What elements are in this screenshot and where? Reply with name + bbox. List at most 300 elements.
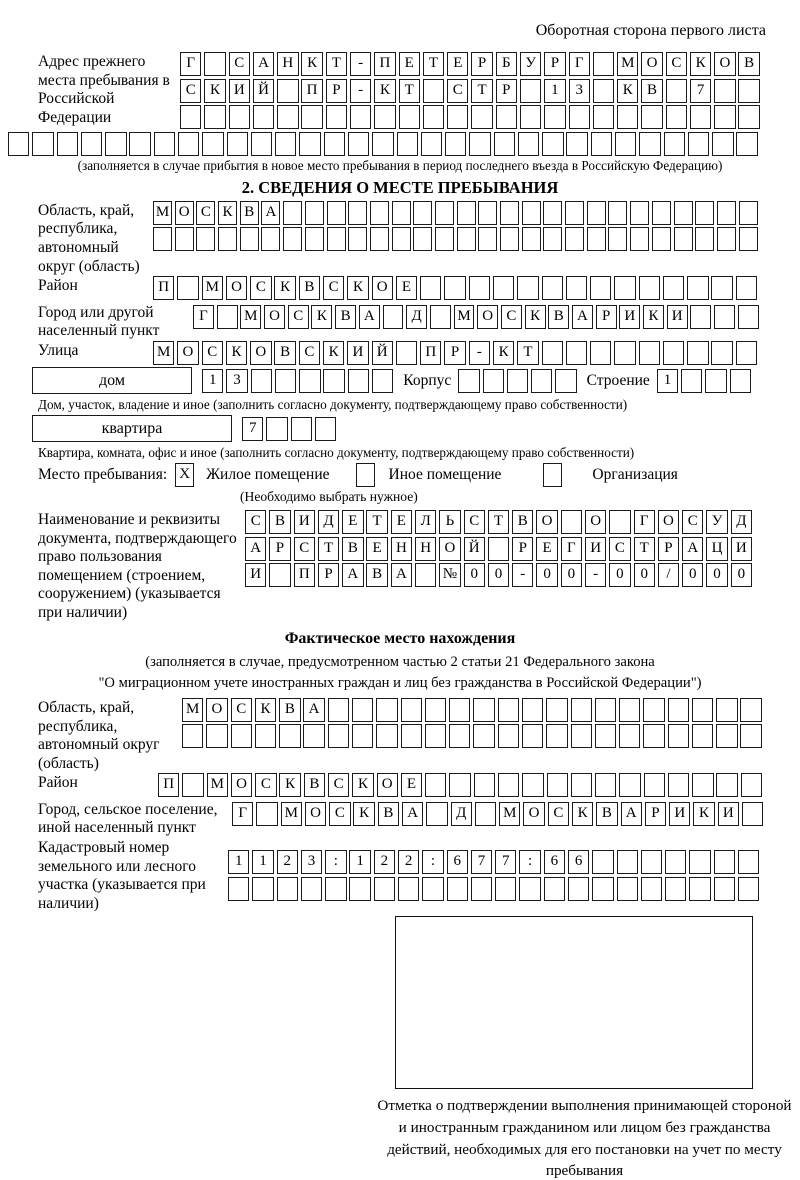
char-cell[interactable]: К xyxy=(279,773,300,797)
char-cell[interactable]: А xyxy=(245,537,266,561)
char-cell[interactable] xyxy=(423,79,444,103)
char-cell[interactable] xyxy=(641,850,662,874)
region-row-2[interactable] xyxy=(153,227,768,251)
char-cell[interactable] xyxy=(592,850,613,874)
char-cell[interactable]: О xyxy=(226,276,247,300)
char-cell[interactable] xyxy=(488,537,509,561)
char-cell[interactable] xyxy=(206,724,227,748)
char-cell[interactable]: В xyxy=(512,510,533,534)
char-cell[interactable] xyxy=(695,201,714,225)
char-cell[interactable]: : xyxy=(325,850,346,874)
char-cell[interactable]: К xyxy=(255,698,276,722)
document-row-2[interactable] xyxy=(245,537,768,561)
char-cell[interactable] xyxy=(592,877,613,901)
char-cell[interactable] xyxy=(228,877,249,901)
char-cell[interactable]: О xyxy=(523,802,544,826)
char-cell[interactable] xyxy=(227,132,248,156)
char-cell[interactable]: Р xyxy=(471,52,492,76)
char-cell[interactable]: Т xyxy=(488,510,509,534)
char-cell[interactable] xyxy=(493,276,514,300)
char-cell[interactable]: К xyxy=(218,201,237,225)
char-cell[interactable] xyxy=(305,227,324,251)
char-cell[interactable] xyxy=(520,105,541,129)
char-cell[interactable] xyxy=(681,369,702,393)
char-cell[interactable] xyxy=(469,132,490,156)
char-cell[interactable] xyxy=(668,773,689,797)
char-cell[interactable] xyxy=(668,698,689,722)
char-cell[interactable] xyxy=(742,802,763,826)
char-cell[interactable] xyxy=(425,773,446,797)
char-cell[interactable] xyxy=(57,132,78,156)
char-cell[interactable]: Ц xyxy=(706,537,727,561)
char-cell[interactable]: А xyxy=(391,563,412,587)
char-cell[interactable] xyxy=(498,773,519,797)
char-cell[interactable] xyxy=(643,724,664,748)
char-cell[interactable]: В xyxy=(378,802,399,826)
char-cell[interactable]: А xyxy=(402,802,423,826)
char-cell[interactable]: С xyxy=(666,52,687,76)
char-cell[interactable] xyxy=(716,698,737,722)
char-cell[interactable]: Е xyxy=(342,510,363,534)
char-cell[interactable]: Е xyxy=(447,52,468,76)
char-cell[interactable] xyxy=(689,877,710,901)
char-cell[interactable] xyxy=(695,227,714,251)
document-row-3[interactable] xyxy=(245,563,768,587)
char-cell[interactable]: 0 xyxy=(609,563,630,587)
char-cell[interactable] xyxy=(383,305,404,329)
street-row[interactable] xyxy=(153,341,768,365)
char-cell[interactable] xyxy=(374,105,395,129)
char-cell[interactable] xyxy=(425,698,446,722)
char-cell[interactable] xyxy=(471,877,492,901)
char-cell[interactable] xyxy=(413,201,432,225)
char-cell[interactable] xyxy=(415,563,436,587)
char-cell[interactable] xyxy=(182,773,203,797)
char-cell[interactable]: И xyxy=(619,305,640,329)
char-cell[interactable] xyxy=(154,132,175,156)
char-cell[interactable] xyxy=(269,563,290,587)
char-cell[interactable] xyxy=(129,132,150,156)
char-cell[interactable]: И xyxy=(229,79,250,103)
char-cell[interactable] xyxy=(327,227,346,251)
char-cell[interactable] xyxy=(663,276,684,300)
char-cell[interactable] xyxy=(692,724,713,748)
char-cell[interactable]: С xyxy=(245,510,266,534)
char-cell[interactable] xyxy=(587,201,606,225)
char-cell[interactable]: К xyxy=(374,79,395,103)
char-cell[interactable] xyxy=(714,305,735,329)
char-cell[interactable] xyxy=(240,227,259,251)
char-cell[interactable] xyxy=(544,877,565,901)
char-cell[interactable]: 2 xyxy=(374,850,395,874)
char-cell[interactable]: С xyxy=(299,341,320,365)
char-cell[interactable]: Т xyxy=(399,79,420,103)
char-cell[interactable] xyxy=(736,341,757,365)
actual-city-row[interactable] xyxy=(232,802,768,826)
char-cell[interactable]: Н xyxy=(391,537,412,561)
char-cell[interactable] xyxy=(674,227,693,251)
char-cell[interactable] xyxy=(457,227,476,251)
char-cell[interactable]: С xyxy=(231,698,252,722)
char-cell[interactable] xyxy=(738,850,759,874)
checkbox-other-premises[interactable] xyxy=(356,463,375,487)
actual-district-row[interactable] xyxy=(158,773,768,797)
char-cell[interactable] xyxy=(507,369,528,393)
char-cell[interactable] xyxy=(738,877,759,901)
house-type-box[interactable]: дом xyxy=(32,367,192,394)
char-cell[interactable] xyxy=(664,132,685,156)
char-cell[interactable] xyxy=(666,105,687,129)
char-cell[interactable] xyxy=(218,227,237,251)
char-cell[interactable]: 1 xyxy=(657,369,678,393)
char-cell[interactable]: О xyxy=(585,510,606,534)
char-cell[interactable] xyxy=(716,724,737,748)
char-cell[interactable]: И xyxy=(731,537,752,561)
char-cell[interactable] xyxy=(619,698,640,722)
char-cell[interactable]: Р xyxy=(512,537,533,561)
char-cell[interactable] xyxy=(714,877,735,901)
char-cell[interactable]: М xyxy=(153,341,174,365)
char-cell[interactable]: А xyxy=(621,802,642,826)
char-cell[interactable] xyxy=(665,850,686,874)
char-cell[interactable]: Н xyxy=(415,537,436,561)
char-cell[interactable] xyxy=(303,724,324,748)
char-cell[interactable] xyxy=(730,369,751,393)
char-cell[interactable] xyxy=(444,276,465,300)
char-cell[interactable]: 6 xyxy=(447,850,468,874)
char-cell[interactable]: Т xyxy=(366,510,387,534)
char-cell[interactable] xyxy=(392,227,411,251)
char-cell[interactable] xyxy=(566,341,587,365)
char-cell[interactable]: Г xyxy=(232,802,253,826)
char-cell[interactable] xyxy=(352,724,373,748)
char-cell[interactable]: К xyxy=(311,305,332,329)
char-cell[interactable]: - xyxy=(585,563,606,587)
char-cell[interactable] xyxy=(175,227,194,251)
char-cell[interactable] xyxy=(305,201,324,225)
char-cell[interactable] xyxy=(420,276,441,300)
char-cell[interactable] xyxy=(204,52,225,76)
char-cell[interactable]: В xyxy=(596,802,617,826)
char-cell[interactable] xyxy=(500,227,519,251)
char-cell[interactable]: У xyxy=(706,510,727,534)
char-cell[interactable]: 0 xyxy=(682,563,703,587)
char-cell[interactable] xyxy=(283,227,302,251)
char-cell[interactable] xyxy=(738,105,759,129)
char-cell[interactable]: О xyxy=(177,341,198,365)
cadastre-row-2[interactable] xyxy=(228,877,768,901)
char-cell[interactable]: / xyxy=(658,563,679,587)
char-cell[interactable]: У xyxy=(520,52,541,76)
char-cell[interactable] xyxy=(666,79,687,103)
char-cell[interactable]: О xyxy=(206,698,227,722)
char-cell[interactable] xyxy=(615,132,636,156)
char-cell[interactable] xyxy=(323,369,344,393)
char-cell[interactable]: С xyxy=(250,276,271,300)
char-cell[interactable] xyxy=(690,305,711,329)
char-cell[interactable] xyxy=(478,201,497,225)
char-cell[interactable] xyxy=(253,105,274,129)
char-cell[interactable]: С xyxy=(328,773,349,797)
cadastre-row-1[interactable] xyxy=(228,850,768,874)
char-cell[interactable] xyxy=(674,201,693,225)
char-cell[interactable] xyxy=(714,850,735,874)
char-cell[interactable]: М xyxy=(153,201,172,225)
char-cell[interactable] xyxy=(687,341,708,365)
char-cell[interactable] xyxy=(617,105,638,129)
char-cell[interactable]: А xyxy=(572,305,593,329)
char-cell[interactable] xyxy=(473,724,494,748)
char-cell[interactable] xyxy=(352,698,373,722)
char-cell[interactable]: С xyxy=(180,79,201,103)
char-cell[interactable]: О xyxy=(372,276,393,300)
char-cell[interactable]: С xyxy=(548,802,569,826)
char-cell[interactable]: Г xyxy=(634,510,655,534)
char-cell[interactable] xyxy=(590,341,611,365)
char-cell[interactable]: О xyxy=(264,305,285,329)
char-cell[interactable] xyxy=(469,276,490,300)
char-cell[interactable] xyxy=(372,369,393,393)
char-cell[interactable] xyxy=(483,369,504,393)
stroenie-row[interactable] xyxy=(657,369,754,393)
char-cell[interactable]: О xyxy=(377,773,398,797)
char-cell[interactable]: № xyxy=(439,563,460,587)
char-cell[interactable] xyxy=(204,105,225,129)
char-cell[interactable]: 7 xyxy=(690,79,711,103)
char-cell[interactable]: 0 xyxy=(561,563,582,587)
char-cell[interactable] xyxy=(348,369,369,393)
char-cell[interactable]: Е xyxy=(391,510,412,534)
char-cell[interactable]: : xyxy=(519,850,540,874)
char-cell[interactable] xyxy=(500,201,519,225)
char-cell[interactable]: Г xyxy=(569,52,590,76)
char-cell[interactable]: Р xyxy=(318,563,339,587)
char-cell[interactable] xyxy=(663,341,684,365)
char-cell[interactable]: В xyxy=(274,341,295,365)
char-cell[interactable]: Л xyxy=(415,510,436,534)
korpus-row[interactable] xyxy=(458,369,579,393)
char-cell[interactable] xyxy=(153,227,172,251)
char-cell[interactable] xyxy=(571,698,592,722)
char-cell[interactable] xyxy=(256,802,277,826)
char-cell[interactable] xyxy=(397,132,418,156)
char-cell[interactable] xyxy=(741,773,762,797)
char-cell[interactable]: В xyxy=(240,201,259,225)
char-cell[interactable] xyxy=(422,877,443,901)
apartment-number-row[interactable] xyxy=(242,417,339,441)
region-row-1[interactable] xyxy=(153,201,768,225)
char-cell[interactable] xyxy=(522,227,541,251)
char-cell[interactable] xyxy=(543,201,562,225)
char-cell[interactable] xyxy=(520,79,541,103)
char-cell[interactable] xyxy=(328,724,349,748)
char-cell[interactable] xyxy=(630,201,649,225)
char-cell[interactable] xyxy=(299,132,320,156)
char-cell[interactable] xyxy=(665,877,686,901)
char-cell[interactable] xyxy=(217,305,238,329)
char-cell[interactable] xyxy=(399,105,420,129)
char-cell[interactable] xyxy=(593,52,614,76)
char-cell[interactable] xyxy=(8,132,29,156)
char-cell[interactable] xyxy=(398,877,419,901)
char-cell[interactable]: Г xyxy=(193,305,214,329)
char-cell[interactable] xyxy=(571,773,592,797)
char-cell[interactable] xyxy=(617,877,638,901)
char-cell[interactable]: К xyxy=(323,341,344,365)
char-cell[interactable]: В xyxy=(366,563,387,587)
char-cell[interactable] xyxy=(531,369,552,393)
char-cell[interactable]: 0 xyxy=(706,563,727,587)
char-cell[interactable]: С xyxy=(202,341,223,365)
char-cell[interactable]: Б xyxy=(496,52,517,76)
char-cell[interactable] xyxy=(569,105,590,129)
char-cell[interactable]: К xyxy=(347,276,368,300)
char-cell[interactable]: Т xyxy=(423,52,444,76)
char-cell[interactable] xyxy=(566,276,587,300)
char-cell[interactable] xyxy=(291,417,312,441)
char-cell[interactable]: Е xyxy=(396,276,417,300)
char-cell[interactable] xyxy=(561,510,582,534)
char-cell[interactable]: С xyxy=(329,802,350,826)
char-cell[interactable]: М xyxy=(182,698,203,722)
char-cell[interactable] xyxy=(196,227,215,251)
char-cell[interactable] xyxy=(542,132,563,156)
char-cell[interactable] xyxy=(608,201,627,225)
char-cell[interactable] xyxy=(717,227,736,251)
char-cell[interactable] xyxy=(348,201,367,225)
char-cell[interactable] xyxy=(688,132,709,156)
prev-address-row-4[interactable] xyxy=(8,132,768,156)
char-cell[interactable] xyxy=(421,132,442,156)
house-number-row[interactable] xyxy=(202,369,396,393)
char-cell[interactable]: С xyxy=(682,510,703,534)
char-cell[interactable] xyxy=(370,227,389,251)
char-cell[interactable] xyxy=(692,698,713,722)
char-cell[interactable]: П xyxy=(420,341,441,365)
char-cell[interactable]: Е xyxy=(536,537,557,561)
char-cell[interactable]: М xyxy=(499,802,520,826)
char-cell[interactable] xyxy=(668,724,689,748)
char-cell[interactable] xyxy=(630,227,649,251)
char-cell[interactable]: К xyxy=(690,52,711,76)
char-cell[interactable] xyxy=(277,877,298,901)
char-cell[interactable]: Р xyxy=(444,341,465,365)
char-cell[interactable]: О xyxy=(439,537,460,561)
char-cell[interactable]: К xyxy=(572,802,593,826)
char-cell[interactable] xyxy=(202,132,223,156)
char-cell[interactable] xyxy=(652,227,671,251)
char-cell[interactable]: Р xyxy=(596,305,617,329)
char-cell[interactable] xyxy=(498,724,519,748)
char-cell[interactable]: С xyxy=(501,305,522,329)
char-cell[interactable] xyxy=(652,201,671,225)
char-cell[interactable]: О xyxy=(658,510,679,534)
char-cell[interactable] xyxy=(105,132,126,156)
char-cell[interactable] xyxy=(374,877,395,901)
char-cell[interactable] xyxy=(401,698,422,722)
actual-region-row-1[interactable] xyxy=(182,698,768,722)
char-cell[interactable]: О xyxy=(231,773,252,797)
char-cell[interactable]: С xyxy=(288,305,309,329)
char-cell[interactable]: А xyxy=(359,305,380,329)
char-cell[interactable] xyxy=(496,105,517,129)
char-cell[interactable]: Е xyxy=(366,537,387,561)
char-cell[interactable] xyxy=(376,724,397,748)
char-cell[interactable]: 0 xyxy=(536,563,557,587)
document-row-1[interactable] xyxy=(245,510,768,534)
char-cell[interactable] xyxy=(471,105,492,129)
char-cell[interactable] xyxy=(180,105,201,129)
char-cell[interactable] xyxy=(447,877,468,901)
char-cell[interactable]: А xyxy=(261,201,280,225)
char-cell[interactable] xyxy=(595,773,616,797)
char-cell[interactable] xyxy=(231,724,252,748)
char-cell[interactable]: П xyxy=(301,79,322,103)
char-cell[interactable]: В xyxy=(279,698,300,722)
char-cell[interactable]: - xyxy=(512,563,533,587)
char-cell[interactable]: П xyxy=(294,563,315,587)
char-cell[interactable] xyxy=(736,132,757,156)
char-cell[interactable]: В xyxy=(304,773,325,797)
char-cell[interactable]: 0 xyxy=(464,563,485,587)
char-cell[interactable] xyxy=(738,79,759,103)
char-cell[interactable] xyxy=(522,698,543,722)
char-cell[interactable]: В xyxy=(269,510,290,534)
char-cell[interactable]: О xyxy=(477,305,498,329)
char-cell[interactable] xyxy=(740,724,761,748)
char-cell[interactable]: 2 xyxy=(398,850,419,874)
char-cell[interactable] xyxy=(705,369,726,393)
char-cell[interactable] xyxy=(301,105,322,129)
checkbox-organization[interactable] xyxy=(543,463,562,487)
char-cell[interactable] xyxy=(423,105,444,129)
char-cell[interactable] xyxy=(328,698,349,722)
char-cell[interactable] xyxy=(177,276,198,300)
char-cell[interactable] xyxy=(717,201,736,225)
char-cell[interactable]: 7 xyxy=(495,850,516,874)
char-cell[interactable] xyxy=(522,201,541,225)
char-cell[interactable] xyxy=(495,877,516,901)
char-cell[interactable]: Р xyxy=(658,537,679,561)
char-cell[interactable]: 0 xyxy=(488,563,509,587)
char-cell[interactable] xyxy=(517,276,538,300)
prev-address-row-2[interactable] xyxy=(180,79,768,103)
char-cell[interactable]: Н xyxy=(277,52,298,76)
char-cell[interactable]: Ь xyxy=(439,510,460,534)
char-cell[interactable] xyxy=(370,201,389,225)
char-cell[interactable] xyxy=(430,305,451,329)
char-cell[interactable]: К xyxy=(274,276,295,300)
char-cell[interactable]: 7 xyxy=(242,417,263,441)
char-cell[interactable] xyxy=(182,724,203,748)
char-cell[interactable]: О xyxy=(250,341,271,365)
city-row[interactable] xyxy=(193,305,768,329)
char-cell[interactable] xyxy=(376,698,397,722)
char-cell[interactable] xyxy=(593,105,614,129)
char-cell[interactable] xyxy=(474,773,495,797)
actual-region-row-2[interactable] xyxy=(182,724,768,748)
char-cell[interactable]: Р xyxy=(269,537,290,561)
char-cell[interactable]: С xyxy=(229,52,250,76)
char-cell[interactable]: И xyxy=(294,510,315,534)
char-cell[interactable] xyxy=(426,802,447,826)
char-cell[interactable] xyxy=(639,341,660,365)
char-cell[interactable] xyxy=(519,877,540,901)
char-cell[interactable]: Д xyxy=(318,510,339,534)
char-cell[interactable] xyxy=(449,698,470,722)
char-cell[interactable] xyxy=(736,276,757,300)
char-cell[interactable]: Й xyxy=(464,537,485,561)
